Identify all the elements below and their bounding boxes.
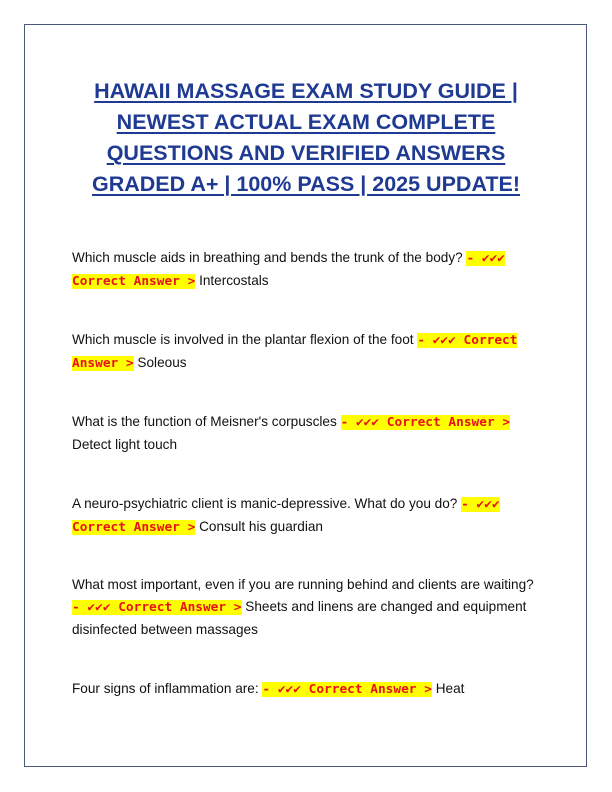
correct-answer-marker: - ✔✔✔ Correct Answer > [72,333,518,371]
title-line-2: NEWEST ACTUAL EXAM COMPLETE [116,110,496,134]
qa-item-2 [72,329,542,375]
answer-text: Soleous [137,355,187,370]
correct-answer-marker: - ✔✔✔ Correct Answer > [340,415,511,430]
answer-text: Sheets and linens are changed and equipment disinfected between massages [72,599,527,637]
correct-answer-marker: - ✔✔✔ Correct Answer > [262,682,432,697]
question-text: What most important, even if you are running behind and clients are waiting? [72,577,534,592]
question-text: A neuro-psychiatric client is manic-depressive. What do you do? [72,496,458,511]
correct-answer-marker: - ✔✔✔ Correct Answer > [72,251,505,289]
correct-answer-marker: - ✔✔✔ Correct Answer > [72,600,242,615]
title-line-4: GRADED A+ | 100% PASS | 2025 UPDATE! [91,172,521,196]
answer-text: Heat [435,681,465,696]
qa-item-5 [72,574,542,641]
question-text: Four signs of inflammation are: [72,681,259,696]
question-text: What is the function of Meisner's corpuscles [72,414,337,429]
question-text: Which muscle aids in breathing and bends the trunk of the body? [72,250,463,265]
document-title [60,76,552,200]
question-text: Which muscle is involved in the plantar flexion of the foot [72,332,414,347]
qa-item-4 [72,493,542,539]
qa-item-1 [72,247,542,293]
title-line-1: HAWAII MASSAGE EXAM STUDY GUIDE | [94,79,518,103]
answer-text: Intercostals [199,273,269,288]
answer-text: Detect light touch [72,437,178,452]
correct-answer-marker: - ✔✔✔ Correct Answer > [72,497,500,535]
title-line-3: QUESTIONS AND VERIFIED ANSWERS [106,141,506,165]
answer-text: Consult his guardian [199,519,323,534]
qa-item-6 [72,678,542,701]
qa-item-3 [72,411,542,456]
